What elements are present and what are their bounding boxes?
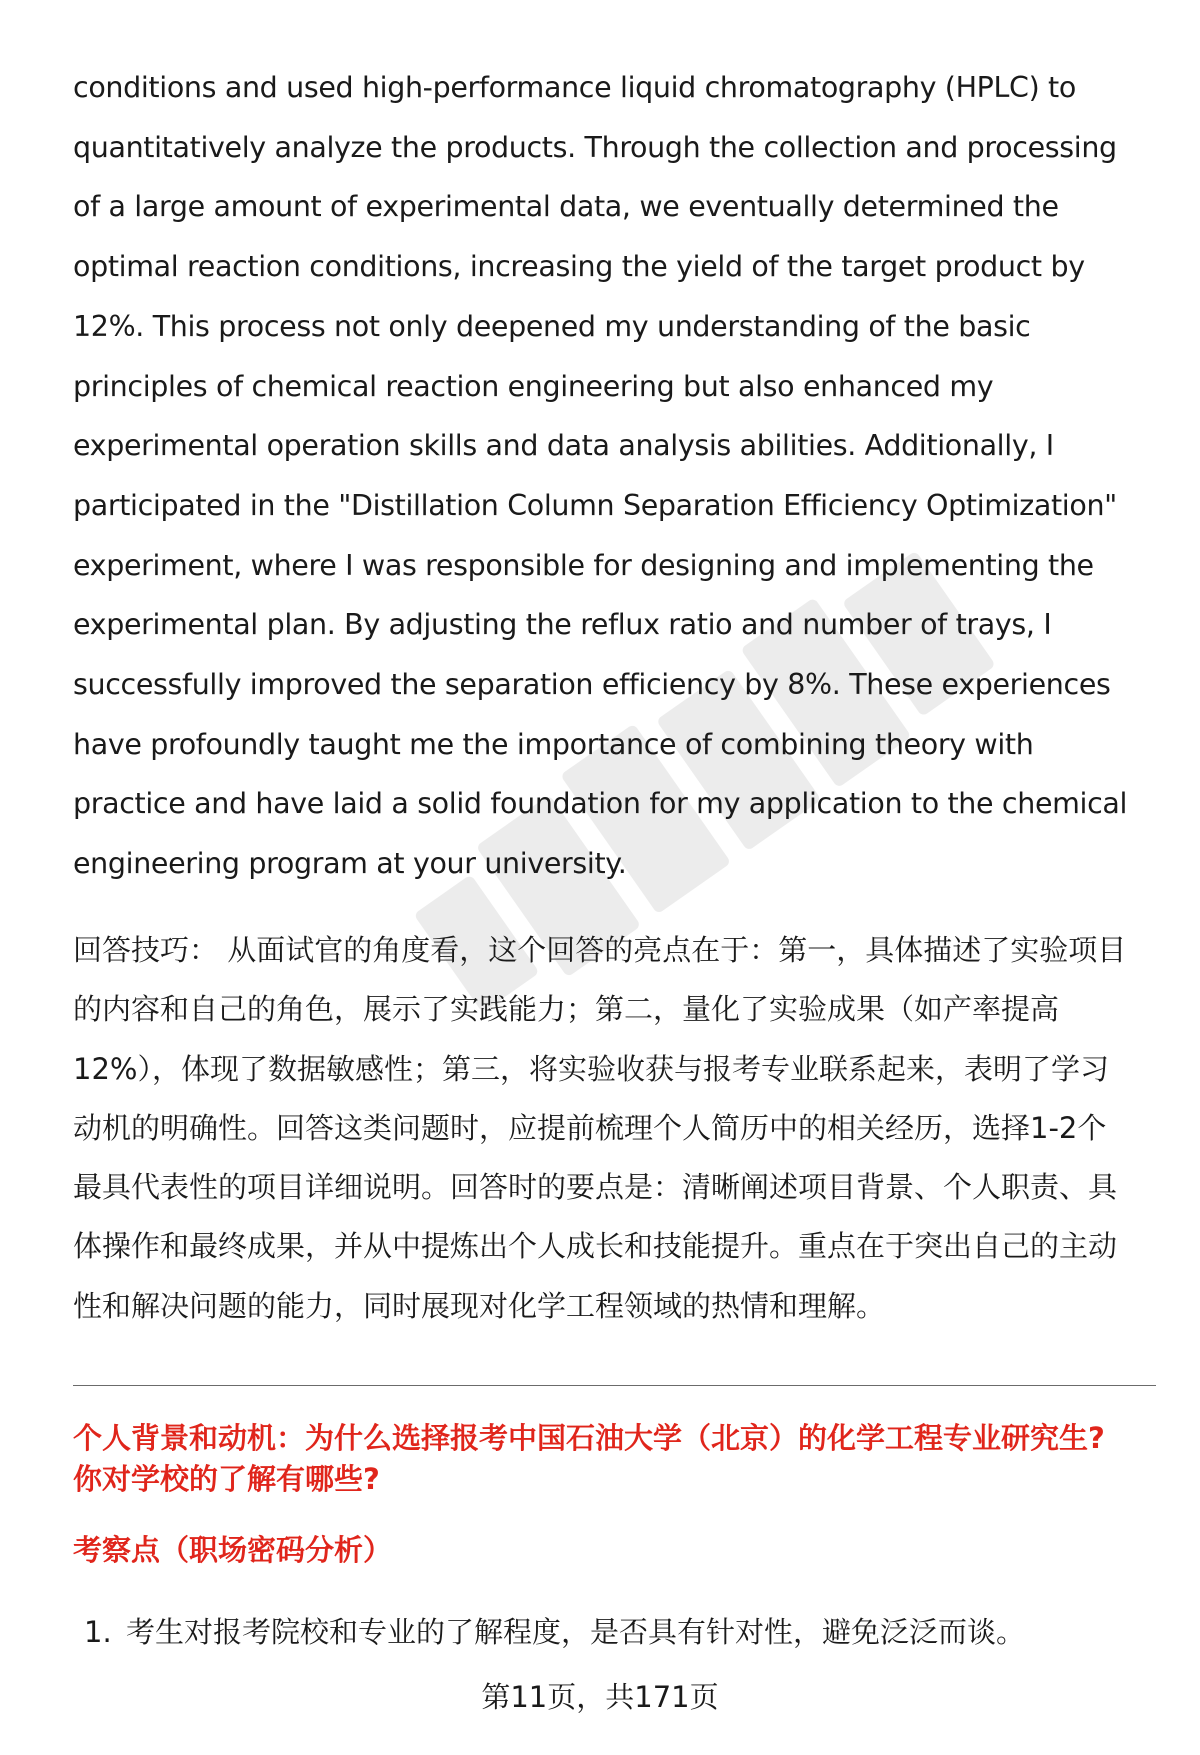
question-line: 个人背景和动机：为什么选择报考中国石油大学（北京）的化学工程专业研究生?	[73, 1421, 1105, 1455]
section-divider	[73, 1385, 1156, 1386]
answer-paragraph	[73, 58, 1153, 894]
tips-line: 性和解决问题的能力，同时展现对化学工程领域的热情和理解。	[73, 1288, 886, 1323]
list-item	[84, 1612, 1025, 1652]
question-line: 你对学校的了解有哪些?	[73, 1462, 380, 1496]
answer-line: engineering program at your university.	[73, 847, 627, 881]
list-item-text: 考生对报考院校和专业的了解程度，是否具有针对性，避免泛泛而谈。	[126, 1615, 1026, 1649]
tips-line: 体操作和最终成果，并从中提炼出个人成长和技能提升。重点在于突出自己的主动	[73, 1229, 1118, 1264]
answer-line: experimental operation skills and data analysis abilities. Additionally, I	[73, 429, 1054, 463]
tips-line: 回答技巧： 从面试官的角度看，这个回答的亮点在于：第一，具体描述了实验项目	[73, 933, 1127, 967]
answer-line: have profoundly taught me the importance of combining theory with	[73, 727, 1034, 761]
page-number-footer: 第11页，共171页	[481, 1680, 719, 1714]
answer-line: participated in the "Distillation Column Separation Efficiency Optimization"	[73, 488, 1117, 522]
answer-line: 12%. This process not only deepened my understanding of the basic	[73, 309, 1031, 343]
answer-line: experimental plan. By adjusting the reflux ratio and number of trays, I	[73, 608, 1052, 642]
answer-line: quantitatively analyze the products. Through the collection and processing	[73, 130, 1117, 164]
tips-line: 12%），体现了数据敏感性；第三，将实验收获与报考专业联系起来，表明了学习	[73, 1051, 1109, 1086]
answer-tips-paragraph	[73, 921, 1153, 1336]
tips-line: 的内容和自己的角色，展示了实践能力；第二，量化了实验成果（如产率提高	[73, 992, 1060, 1027]
answer-line: conditions and used high-performance liquid chromatography (HPLC) to	[73, 71, 1076, 104]
answer-line: of a large amount of experimental data, we eventually determined the	[73, 190, 1059, 224]
answer-line: experiment, where I was responsible for designing and implementing the	[73, 548, 1094, 582]
list-item-number: 1.	[84, 1615, 112, 1649]
answer-line: principles of chemical reaction engineering but also enhanced my	[73, 369, 994, 403]
tips-line: 动机的明确性。回答这类问题时，应提前梳理个人简历中的相关经历，选择1-2个	[73, 1110, 1107, 1145]
tips-line: 最具代表性的项目详细说明。回答时的要点是：清晰阐述项目背景、个人职责、具	[73, 1170, 1118, 1205]
question-title	[73, 1418, 1163, 1500]
answer-line: optimal reaction conditions, increasing the yield of the target product by	[73, 250, 1085, 284]
answer-line: practice and have laid a solid foundation for my application to the chemical	[73, 787, 1128, 821]
section-heading: 考察点（职场密码分析）	[73, 1533, 393, 1567]
assessment-points-list	[84, 1612, 1025, 1652]
answer-line: successfully improved the separation efficiency by 8%. These experiences	[73, 668, 1111, 702]
